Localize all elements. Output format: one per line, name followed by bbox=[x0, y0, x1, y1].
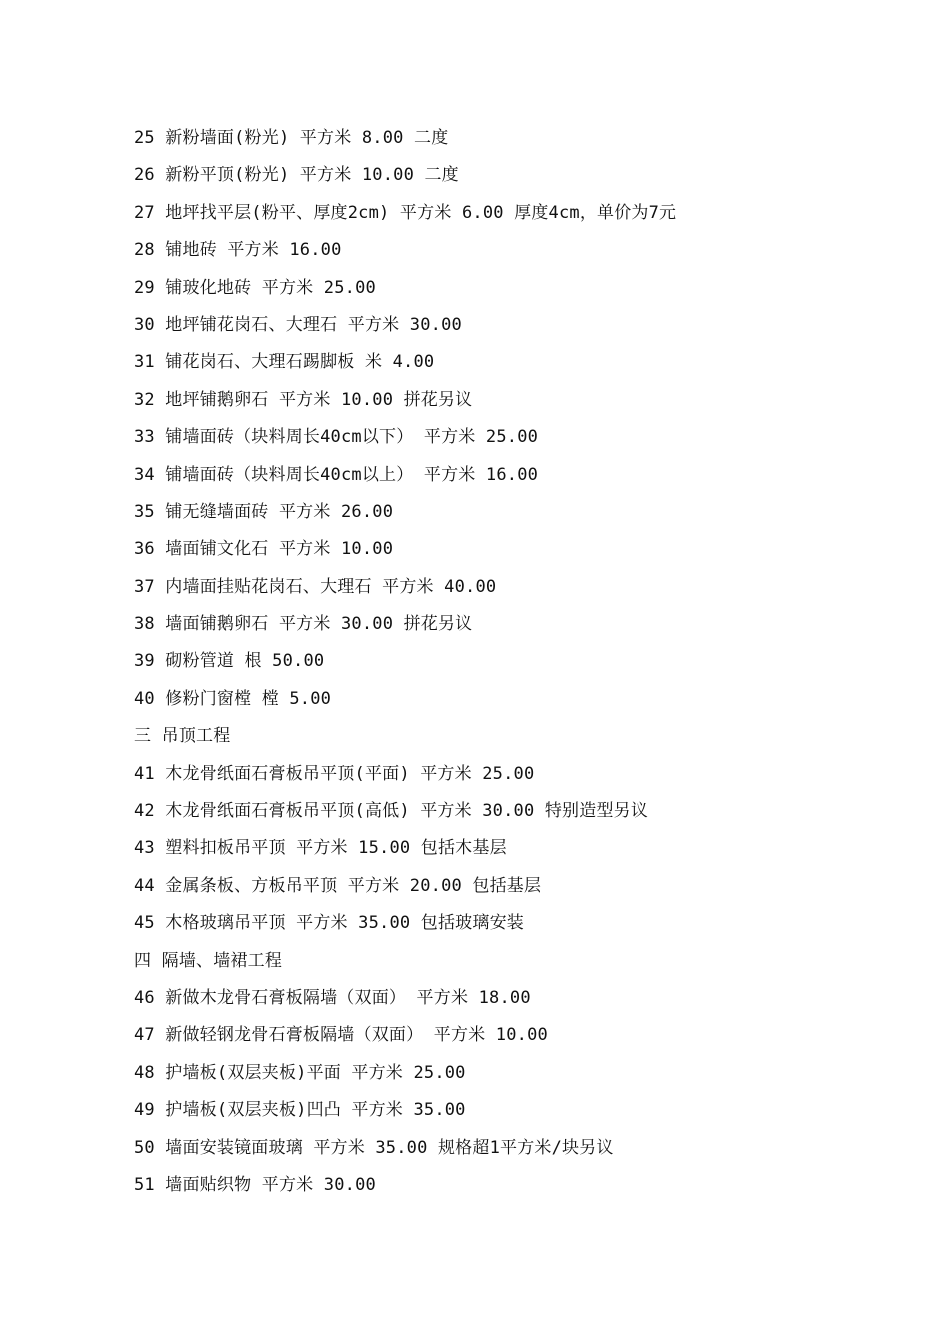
section-heading: 四 隔墙、墙裙工程 bbox=[134, 950, 283, 971]
price-line: 46 新做木龙骨石膏板隔墙（双面） 平方米 18.00 bbox=[134, 987, 531, 1008]
price-line: 27 地坪找平层(粉平、厚度2cm) 平方米 6.00 厚度4cm，单价为7元 bbox=[134, 202, 677, 223]
price-line: 25 新粉墙面(粉光) 平方米 8.00 二度 bbox=[134, 128, 449, 148]
section-heading: 三 吊顶工程 bbox=[134, 726, 231, 747]
price-line: 48 护墙板(双层夹板)平面 平方米 25.00 bbox=[134, 1062, 466, 1083]
price-list bbox=[134, 124, 914, 1208]
price-line: 31 铺花岗石、大理石踢脚板 米 4.00 bbox=[134, 352, 435, 373]
price-line: 37 内墙面挂贴花岗石、大理石 平方米 40.00 bbox=[134, 576, 497, 597]
price-line: 43 塑料扣板吊平顶 平方米 15.00 包括木基层 bbox=[134, 838, 507, 859]
price-line: 28 铺地砖 平方米 16.00 bbox=[134, 240, 342, 261]
price-line: 32 地坪铺鹅卵石 平方米 10.00 拼花另议 bbox=[134, 389, 473, 410]
price-line: 40 修粉门窗樘 樘 5.00 bbox=[134, 688, 332, 709]
price-line: 33 铺墙面砖（块料周长40cm以下） 平方米 25.00 bbox=[134, 427, 539, 448]
price-line: 51 墙面贴织物 平方米 30.00 bbox=[134, 1174, 376, 1195]
price-line: 36 墙面铺文化石 平方米 10.00 bbox=[134, 539, 394, 560]
price-line: 45 木格玻璃吊平顶 平方米 35.00 包括玻璃安装 bbox=[134, 913, 524, 934]
price-line: 26 新粉平顶(粉光) 平方米 10.00 二度 bbox=[134, 165, 459, 186]
price-line: 29 铺玻化地砖 平方米 25.00 bbox=[134, 277, 376, 298]
price-line: 38 墙面铺鹅卵石 平方米 30.00 拼花另议 bbox=[134, 614, 473, 635]
price-line: 35 铺无缝墙面砖 平方米 26.00 bbox=[134, 501, 394, 522]
price-line: 50 墙面安装镜面玻璃 平方米 35.00 规格超1平方米/块另议 bbox=[134, 1137, 614, 1158]
price-line: 41 木龙骨纸面石膏板吊平顶(平面) 平方米 25.00 bbox=[134, 763, 535, 784]
price-line: 47 新做轻钢龙骨石膏板隔墙（双面） 平方米 10.00 bbox=[134, 1025, 548, 1046]
price-line: 42 木龙骨纸面石膏板吊平顶(高低) 平方米 30.00 特别造型另议 bbox=[134, 801, 649, 822]
price-line: 44 金属条板、方板吊平顶 平方米 20.00 包括基层 bbox=[134, 875, 542, 896]
price-line: 39 砌粉管道 根 50.00 bbox=[134, 651, 325, 672]
price-line: 49 护墙板(双层夹板)凹凸 平方米 35.00 bbox=[134, 1100, 466, 1121]
price-line: 34 铺墙面砖（块料周长40cm以上） 平方米 16.00 bbox=[134, 464, 539, 485]
price-line: 30 地坪铺花岗石、大理石 平方米 30.00 bbox=[134, 314, 462, 335]
